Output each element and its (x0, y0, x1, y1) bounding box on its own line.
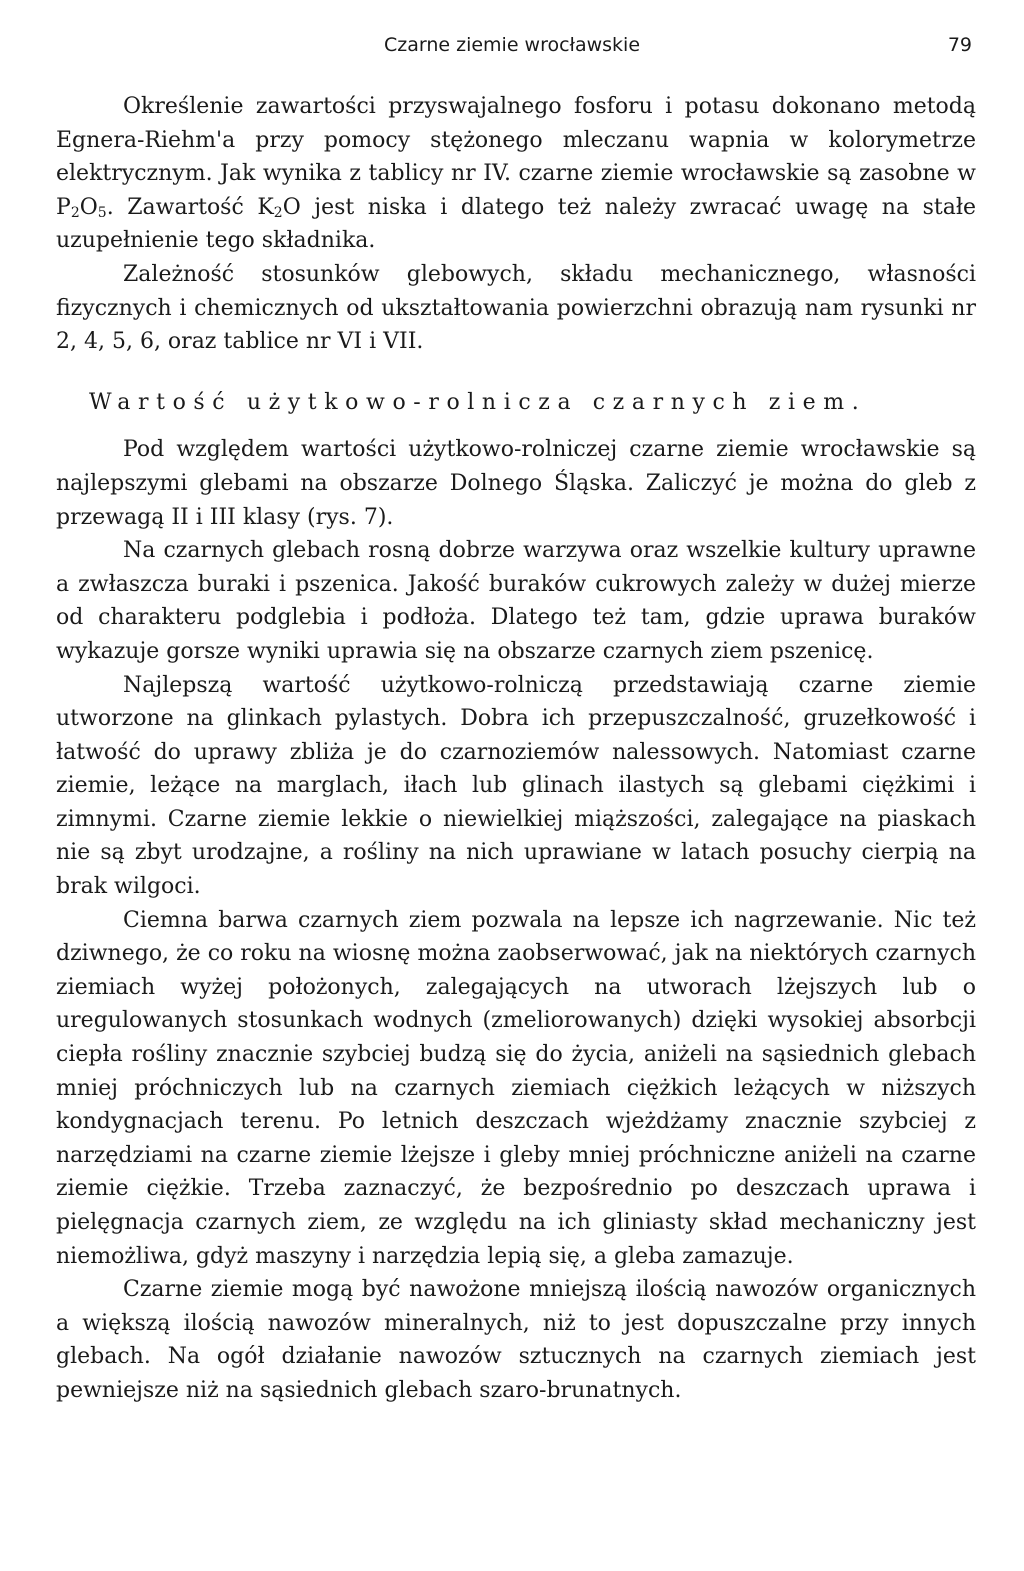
paragraph-4: Na czarnych glebach rosną dobrze warzywa oraz wszelkie kultury uprawne a zwłaszcza buraki i pszenica. Jakość buraków cukrowych zależy w dużej mierze od charakteru podglebia i podłoża. Dlatego też tam, gdzie uprawa buraków wykazuje gorsze wyniki uprawia się na obszarze czarnych ziem pszenicę. (56, 538, 976, 664)
paragraph-1-part-a: Określenie zawartości przyswajalnego fosforu i potasu dokonano metodą Egnera-Riehm'a przy pomocy stężonego mleczanu wapnia w kolorymetrze elektrycznym. Jak wynika z tablicy nr IV. czarne ziemie wrocławskie są zasobne w P (56, 94, 976, 220)
page-number: 79 (947, 34, 972, 56)
paragraph-1-part-b: O (79, 194, 98, 220)
paragraph-5: Najlepszą wartość użytkowo-rolniczą przedstawiają czarne ziemie utworzone na glinkach pylastych. Dobra ich przepuszczalność, gruzełkowość i łatwość do uprawy zbliża je do czarnoziemów nalessowych. Natomiast czarne ziemie, leżące na marglach, iłach lub glinach ilastych są glebami ciężkimi i zimnymi. Czarne ziemie lekkie o niewielkiej miąższości, zalegające na piaskach nie są zbyt urodzajne, a rośliny na nich uprawiane w latach posuchy cierpią na brak wilgoci. (56, 672, 976, 900)
paragraph-7: Czarne ziemie mogą być nawożone mniejszą ilością nawozów organicznych a większą ilością nawozów mineralnych, niż to jest dopuszczalne przy innych glebach. Na ogół działanie nawozów sztucznych na czarnych ziemiach jest pewniejsze niż na sąsiednich glebach szaro-brunatnych. (56, 1277, 976, 1403)
paragraph-6: Ciemna barwa czarnych ziem pozwala na lepsze ich nagrzewanie. Nic też dziwnego, że co roku na wiosnę można zaobserwować, jak na niektórych czarnych ziemiach wyżej położonych, zalegających na utworach lżejszych lub o uregulowanych stosunkach wodnych (zmeliorowanych) dzięki wysokiej absorbcji ciepła rośliny znacznie szybciej budzą się do życia, aniżeli na sąsiednich glebach mniej próchniczych lub na czarnych ziemiach ciężkich leżących w niższych kondygnacjach terenu. Po letnich deszczach wjeżdżamy znacznie szybciej z narzędziami na czarne ziemie lżejsze i gleby mniej próchniczne aniżeli na czarne ziemie ciężkie. Trzeba zaznaczyć, że bezpośrednio po deszczach uprawa i pielęgnacja czarnych ziem, ze względu na ich gliniasty skład mechaniczny jest niemożliwa, gdyż maszyny i narzędzia lepią się, a gleba zamazuje. (56, 907, 976, 1269)
body-text (56, 90, 976, 1408)
paragraph-3: Pod względem wartości użytkowo-rolniczej czarne ziemie wrocławskie są najlepszymi glebami na obszarze Dolnego Śląska. Zaliczyć je można do gleb z przewagą II i III klasy (rys. 7). (56, 437, 976, 530)
subscript-k-2: 2 (273, 204, 283, 221)
running-title: Czarne ziemie wrocławskie (383, 34, 641, 56)
subscript-p-2: 2 (70, 204, 80, 221)
paragraph-2: Zależność stosunków glebowych, składu mechanicznego, własności fizycznych i chemicznych od ukształtowania powierzchni obrazują nam rysunki nr 2, 4, 5, 6, oraz tablice nr VI i VII. (56, 261, 976, 355)
subscript-o-5: 5 (97, 204, 107, 221)
paragraph-1-part-d: O jest niska i dlatego też należy zwracać uwagę na stałe uzupełnienie tego składnika. (56, 194, 977, 254)
paragraph-1-part-c: . Zawartość K (106, 194, 274, 220)
section-heading: Wartość użytkowo-rolnicza czarnych ziem. (89, 389, 867, 415)
paragraph-1 (56, 90, 976, 258)
running-header (52, 30, 972, 64)
